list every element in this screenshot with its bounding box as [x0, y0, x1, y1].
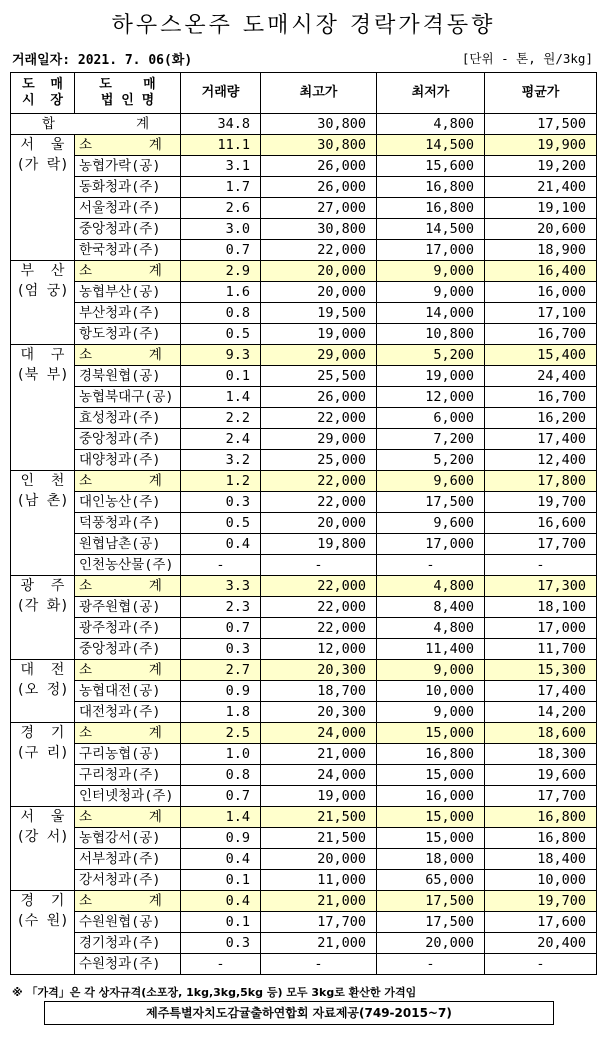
market-name: 부 산 (엄 궁)	[11, 261, 75, 345]
table-row	[11, 849, 597, 870]
corp-name: 소 계	[75, 135, 181, 156]
total-high: 30,800	[261, 114, 377, 135]
low-price-cell: 16,800	[377, 198, 485, 219]
volume-cell: 0.9	[181, 681, 261, 702]
avg-price-cell: 17,700	[485, 534, 597, 555]
corp-name: 중앙청과(주)	[75, 219, 181, 240]
high-price-cell: 22,000	[261, 240, 377, 261]
high-price-cell: 30,800	[261, 219, 377, 240]
low-price-cell: 17,500	[377, 891, 485, 912]
market-name: 서 울 (가 락)	[11, 135, 75, 261]
table-row	[11, 912, 597, 933]
avg-price-cell: 16,400	[485, 261, 597, 282]
table-row	[11, 555, 597, 576]
low-price-cell: 15,000	[377, 723, 485, 744]
low-price-cell: 6,000	[377, 408, 485, 429]
high-price-cell: 29,000	[261, 345, 377, 366]
low-price-cell: -	[377, 555, 485, 576]
header-corp: 도 매 법 인 명	[75, 73, 181, 114]
volume-cell: 0.3	[181, 933, 261, 954]
high-price-cell: 19,500	[261, 303, 377, 324]
low-price-cell: 7,200	[377, 429, 485, 450]
high-price-cell: 20,000	[261, 513, 377, 534]
high-price-cell: 24,000	[261, 765, 377, 786]
low-price-cell: 5,200	[377, 345, 485, 366]
low-price-cell: 10,000	[377, 681, 485, 702]
market-name: 대 전 (오 정)	[11, 660, 75, 723]
avg-price-cell: 17,400	[485, 429, 597, 450]
table-row	[11, 597, 597, 618]
market-name: 대 구 (북 부)	[11, 345, 75, 471]
low-price-cell: 5,200	[377, 450, 485, 471]
high-price-cell: 20,000	[261, 261, 377, 282]
avg-price-cell: 16,800	[485, 807, 597, 828]
avg-price-cell: -	[485, 954, 597, 975]
avg-price-cell: 16,600	[485, 513, 597, 534]
total-avg: 17,500	[485, 114, 597, 135]
volume-cell: 2.4	[181, 429, 261, 450]
volume-cell: 3.3	[181, 576, 261, 597]
volume-cell: 2.6	[181, 198, 261, 219]
header-low: 최저가	[377, 73, 485, 114]
corp-name: 소 계	[75, 660, 181, 681]
corp-name: 강서청과(주)	[75, 870, 181, 891]
corp-name: 원협남촌(공)	[75, 534, 181, 555]
volume-cell: 1.2	[181, 471, 261, 492]
high-price-cell: 27,000	[261, 198, 377, 219]
total-volume: 34.8	[181, 114, 261, 135]
high-price-cell: 22,000	[261, 471, 377, 492]
volume-cell: 0.7	[181, 240, 261, 261]
high-price-cell: 21,500	[261, 807, 377, 828]
table-row	[11, 366, 597, 387]
avg-price-cell: 19,600	[485, 765, 597, 786]
volume-cell: 2.5	[181, 723, 261, 744]
volume-cell: 3.0	[181, 219, 261, 240]
corp-name: 덕풍청과(주)	[75, 513, 181, 534]
avg-price-cell: 10,000	[485, 870, 597, 891]
low-price-cell: 14,000	[377, 303, 485, 324]
low-price-cell: 18,000	[377, 849, 485, 870]
high-price-cell: -	[261, 954, 377, 975]
high-price-cell: 30,800	[261, 135, 377, 156]
market-name: 광 주 (각 화)	[11, 576, 75, 660]
avg-price-cell: 20,600	[485, 219, 597, 240]
volume-cell: 1.8	[181, 702, 261, 723]
high-price-cell: 19,800	[261, 534, 377, 555]
volume-cell: 0.4	[181, 534, 261, 555]
corp-name: 경북원협(공)	[75, 366, 181, 387]
table-row	[11, 429, 597, 450]
source-credit: 제주특별자치도감귤출하연합회 자료제공(749-2015~7)	[44, 1001, 554, 1025]
corp-name: 한국청과(주)	[75, 240, 181, 261]
low-price-cell: 15,000	[377, 765, 485, 786]
low-price-cell: 65,000	[377, 870, 485, 891]
high-price-cell: 25,500	[261, 366, 377, 387]
table-row	[11, 219, 597, 240]
volume-cell: 9.3	[181, 345, 261, 366]
low-price-cell: 15,600	[377, 156, 485, 177]
subtotal-row	[11, 723, 597, 744]
table-row	[11, 534, 597, 555]
low-price-cell: 15,000	[377, 807, 485, 828]
high-price-cell: 20,000	[261, 849, 377, 870]
total-low: 4,800	[377, 114, 485, 135]
volume-cell: 0.8	[181, 765, 261, 786]
high-price-cell: 25,000	[261, 450, 377, 471]
avg-price-cell: 17,000	[485, 618, 597, 639]
table-row	[11, 240, 597, 261]
corp-name: 수원원협(공)	[75, 912, 181, 933]
table-row	[11, 450, 597, 471]
high-price-cell: 21,000	[261, 744, 377, 765]
volume-cell: 3.1	[181, 156, 261, 177]
table-row	[11, 303, 597, 324]
high-price-cell: 26,000	[261, 387, 377, 408]
corp-name: 광주원협(공)	[75, 597, 181, 618]
corp-name: 소 계	[75, 345, 181, 366]
volume-cell: 2.7	[181, 660, 261, 681]
price-table	[10, 72, 597, 975]
high-price-cell: 26,000	[261, 177, 377, 198]
avg-price-cell: 19,100	[485, 198, 597, 219]
volume-cell: 0.4	[181, 849, 261, 870]
corp-name: 대전청과(주)	[75, 702, 181, 723]
low-price-cell: 12,000	[377, 387, 485, 408]
avg-price-cell: 18,300	[485, 744, 597, 765]
corp-name: 서부청과(주)	[75, 849, 181, 870]
high-price-cell: 22,000	[261, 618, 377, 639]
market-name: 서 울 (강 서)	[11, 807, 75, 891]
high-price-cell: -	[261, 555, 377, 576]
volume-cell: 1.6	[181, 282, 261, 303]
volume-cell: 1.4	[181, 387, 261, 408]
table-row	[11, 324, 597, 345]
header-avg: 평균가	[485, 73, 597, 114]
low-price-cell: 10,800	[377, 324, 485, 345]
table-row	[11, 492, 597, 513]
corp-name: 소 계	[75, 807, 181, 828]
avg-price-cell: 17,600	[485, 912, 597, 933]
corp-name: 대양청과(주)	[75, 450, 181, 471]
avg-price-cell: 17,300	[485, 576, 597, 597]
corp-name: 소 계	[75, 261, 181, 282]
avg-price-cell: 16,700	[485, 324, 597, 345]
market-name: 경 기 (구 리)	[11, 723, 75, 807]
subtotal-row	[11, 471, 597, 492]
high-price-cell: 22,000	[261, 576, 377, 597]
corp-name: 대인농산(주)	[75, 492, 181, 513]
low-price-cell: 4,800	[377, 576, 485, 597]
low-price-cell: -	[377, 954, 485, 975]
table-row	[11, 513, 597, 534]
high-price-cell: 20,000	[261, 282, 377, 303]
table-row	[11, 702, 597, 723]
low-price-cell: 9,000	[377, 702, 485, 723]
low-price-cell: 16,000	[377, 786, 485, 807]
corp-name: 농협강서(공)	[75, 828, 181, 849]
table-row	[11, 639, 597, 660]
low-price-cell: 16,800	[377, 177, 485, 198]
avg-price-cell: 19,700	[485, 492, 597, 513]
corp-name: 구리농협(공)	[75, 744, 181, 765]
corp-name: 항도청과(주)	[75, 324, 181, 345]
high-price-cell: 20,300	[261, 660, 377, 681]
corp-name: 광주청과(주)	[75, 618, 181, 639]
avg-price-cell: 18,100	[485, 597, 597, 618]
volume-cell: 1.0	[181, 744, 261, 765]
subtotal-row	[11, 135, 597, 156]
low-price-cell: 19,000	[377, 366, 485, 387]
avg-price-cell: 15,400	[485, 345, 597, 366]
corp-name: 수원청과(주)	[75, 954, 181, 975]
avg-price-cell: 17,700	[485, 786, 597, 807]
volume-cell: 2.3	[181, 597, 261, 618]
corp-name: 부산청과(주)	[75, 303, 181, 324]
low-price-cell: 9,600	[377, 471, 485, 492]
volume-cell: 1.4	[181, 807, 261, 828]
low-price-cell: 20,000	[377, 933, 485, 954]
volume-cell: 1.7	[181, 177, 261, 198]
corp-name: 소 계	[75, 891, 181, 912]
corp-name: 소 계	[75, 471, 181, 492]
table-row	[11, 681, 597, 702]
high-price-cell: 17,700	[261, 912, 377, 933]
table-row	[11, 765, 597, 786]
corp-name: 중앙청과(주)	[75, 429, 181, 450]
high-price-cell: 20,300	[261, 702, 377, 723]
table-row	[11, 177, 597, 198]
corp-name: 효성청과(주)	[75, 408, 181, 429]
volume-cell: 11.1	[181, 135, 261, 156]
table-row	[11, 156, 597, 177]
avg-price-cell: 18,400	[485, 849, 597, 870]
volume-cell: 0.5	[181, 324, 261, 345]
volume-cell: 0.5	[181, 513, 261, 534]
corp-name: 농협대전(공)	[75, 681, 181, 702]
table-row	[11, 744, 597, 765]
low-price-cell: 17,500	[377, 492, 485, 513]
avg-price-cell: 19,900	[485, 135, 597, 156]
total-label: 합 계	[11, 114, 181, 135]
avg-price-cell: 16,000	[485, 282, 597, 303]
footnote: ※ 「가격」은 각 상자규격(소포장, 1kg,3kg,5kg 등) 모두 3kg로 환산한 가격임	[12, 986, 417, 999]
avg-price-cell: 16,200	[485, 408, 597, 429]
high-price-cell: 12,000	[261, 639, 377, 660]
low-price-cell: 15,000	[377, 828, 485, 849]
volume-cell: 0.8	[181, 303, 261, 324]
corp-name: 인천농산물(주)	[75, 555, 181, 576]
volume-cell: 0.7	[181, 786, 261, 807]
avg-price-cell: 17,400	[485, 681, 597, 702]
table-row	[11, 828, 597, 849]
avg-price-cell: 11,700	[485, 639, 597, 660]
corp-name: 농협부산(공)	[75, 282, 181, 303]
high-price-cell: 21,000	[261, 933, 377, 954]
avg-price-cell: 14,200	[485, 702, 597, 723]
high-price-cell: 29,000	[261, 429, 377, 450]
low-price-cell: 17,000	[377, 534, 485, 555]
corp-name: 경기청과(주)	[75, 933, 181, 954]
volume-cell: 0.9	[181, 828, 261, 849]
table-row	[11, 870, 597, 891]
volume-cell: 0.1	[181, 912, 261, 933]
table-row	[11, 933, 597, 954]
avg-price-cell: 17,100	[485, 303, 597, 324]
table-row	[11, 954, 597, 975]
avg-price-cell: 24,400	[485, 366, 597, 387]
high-price-cell: 11,000	[261, 870, 377, 891]
volume-cell: 3.2	[181, 450, 261, 471]
volume-cell: 0.3	[181, 492, 261, 513]
avg-price-cell: 16,800	[485, 828, 597, 849]
corp-name: 농협북대구(공)	[75, 387, 181, 408]
low-price-cell: 16,800	[377, 744, 485, 765]
low-price-cell: 17,500	[377, 912, 485, 933]
table-row	[11, 618, 597, 639]
high-price-cell: 22,000	[261, 597, 377, 618]
avg-price-cell: 19,700	[485, 891, 597, 912]
low-price-cell: 11,400	[377, 639, 485, 660]
avg-price-cell: 18,600	[485, 723, 597, 744]
avg-price-cell: 20,400	[485, 933, 597, 954]
avg-price-cell: 21,400	[485, 177, 597, 198]
volume-cell: 0.3	[181, 639, 261, 660]
high-price-cell: 26,000	[261, 156, 377, 177]
trade-date: 거래일자: 2021. 7. 06(화)	[12, 53, 193, 68]
low-price-cell: 9,000	[377, 282, 485, 303]
volume-cell: -	[181, 555, 261, 576]
corp-name: 서울청과(주)	[75, 198, 181, 219]
low-price-cell: 8,400	[377, 597, 485, 618]
total-row	[11, 114, 597, 135]
corp-name: 소 계	[75, 723, 181, 744]
low-price-cell: 4,800	[377, 618, 485, 639]
volume-cell: -	[181, 954, 261, 975]
volume-cell: 0.1	[181, 366, 261, 387]
low-price-cell: 9,600	[377, 513, 485, 534]
table-row	[11, 408, 597, 429]
avg-price-cell: -	[485, 555, 597, 576]
header-row	[11, 73, 597, 114]
corp-name: 구리청과(주)	[75, 765, 181, 786]
subtotal-row	[11, 891, 597, 912]
volume-cell: 2.2	[181, 408, 261, 429]
high-price-cell: 18,700	[261, 681, 377, 702]
avg-price-cell: 15,300	[485, 660, 597, 681]
volume-cell: 0.1	[181, 870, 261, 891]
volume-cell: 0.7	[181, 618, 261, 639]
avg-price-cell: 16,700	[485, 387, 597, 408]
subtotal-row	[11, 576, 597, 597]
header-market: 도 매 시 장	[11, 73, 75, 114]
volume-cell: 2.9	[181, 261, 261, 282]
page-title: 하우스온주 도매시장 경락가격동향	[111, 13, 496, 38]
table-row	[11, 786, 597, 807]
header-volume: 거래량	[181, 73, 261, 114]
high-price-cell: 19,000	[261, 786, 377, 807]
table-row	[11, 387, 597, 408]
avg-price-cell: 18,900	[485, 240, 597, 261]
high-price-cell: 21,000	[261, 891, 377, 912]
corp-name: 중앙청과(주)	[75, 639, 181, 660]
high-price-cell: 21,500	[261, 828, 377, 849]
avg-price-cell: 17,800	[485, 471, 597, 492]
high-price-cell: 22,000	[261, 492, 377, 513]
corp-name: 농협가락(공)	[75, 156, 181, 177]
volume-cell: 0.4	[181, 891, 261, 912]
table-row	[11, 198, 597, 219]
high-price-cell: 22,000	[261, 408, 377, 429]
market-name: 인 천 (남 촌)	[11, 471, 75, 576]
header-high: 최고가	[261, 73, 377, 114]
subtotal-row	[11, 345, 597, 366]
low-price-cell: 9,000	[377, 261, 485, 282]
avg-price-cell: 19,200	[485, 156, 597, 177]
corp-name: 동화청과(주)	[75, 177, 181, 198]
high-price-cell: 19,000	[261, 324, 377, 345]
unit-note: [단위 - 톤, 원/3kg]	[461, 51, 593, 66]
low-price-cell: 14,500	[377, 135, 485, 156]
avg-price-cell: 12,400	[485, 450, 597, 471]
high-price-cell: 24,000	[261, 723, 377, 744]
low-price-cell: 14,500	[377, 219, 485, 240]
corp-name: 소 계	[75, 576, 181, 597]
corp-name: 인터넷청과(주)	[75, 786, 181, 807]
low-price-cell: 17,000	[377, 240, 485, 261]
subtotal-row	[11, 660, 597, 681]
table-row	[11, 282, 597, 303]
subtotal-row	[11, 807, 597, 828]
market-name: 경 기 (수 원)	[11, 891, 75, 975]
low-price-cell: 9,000	[377, 660, 485, 681]
subtotal-row	[11, 261, 597, 282]
